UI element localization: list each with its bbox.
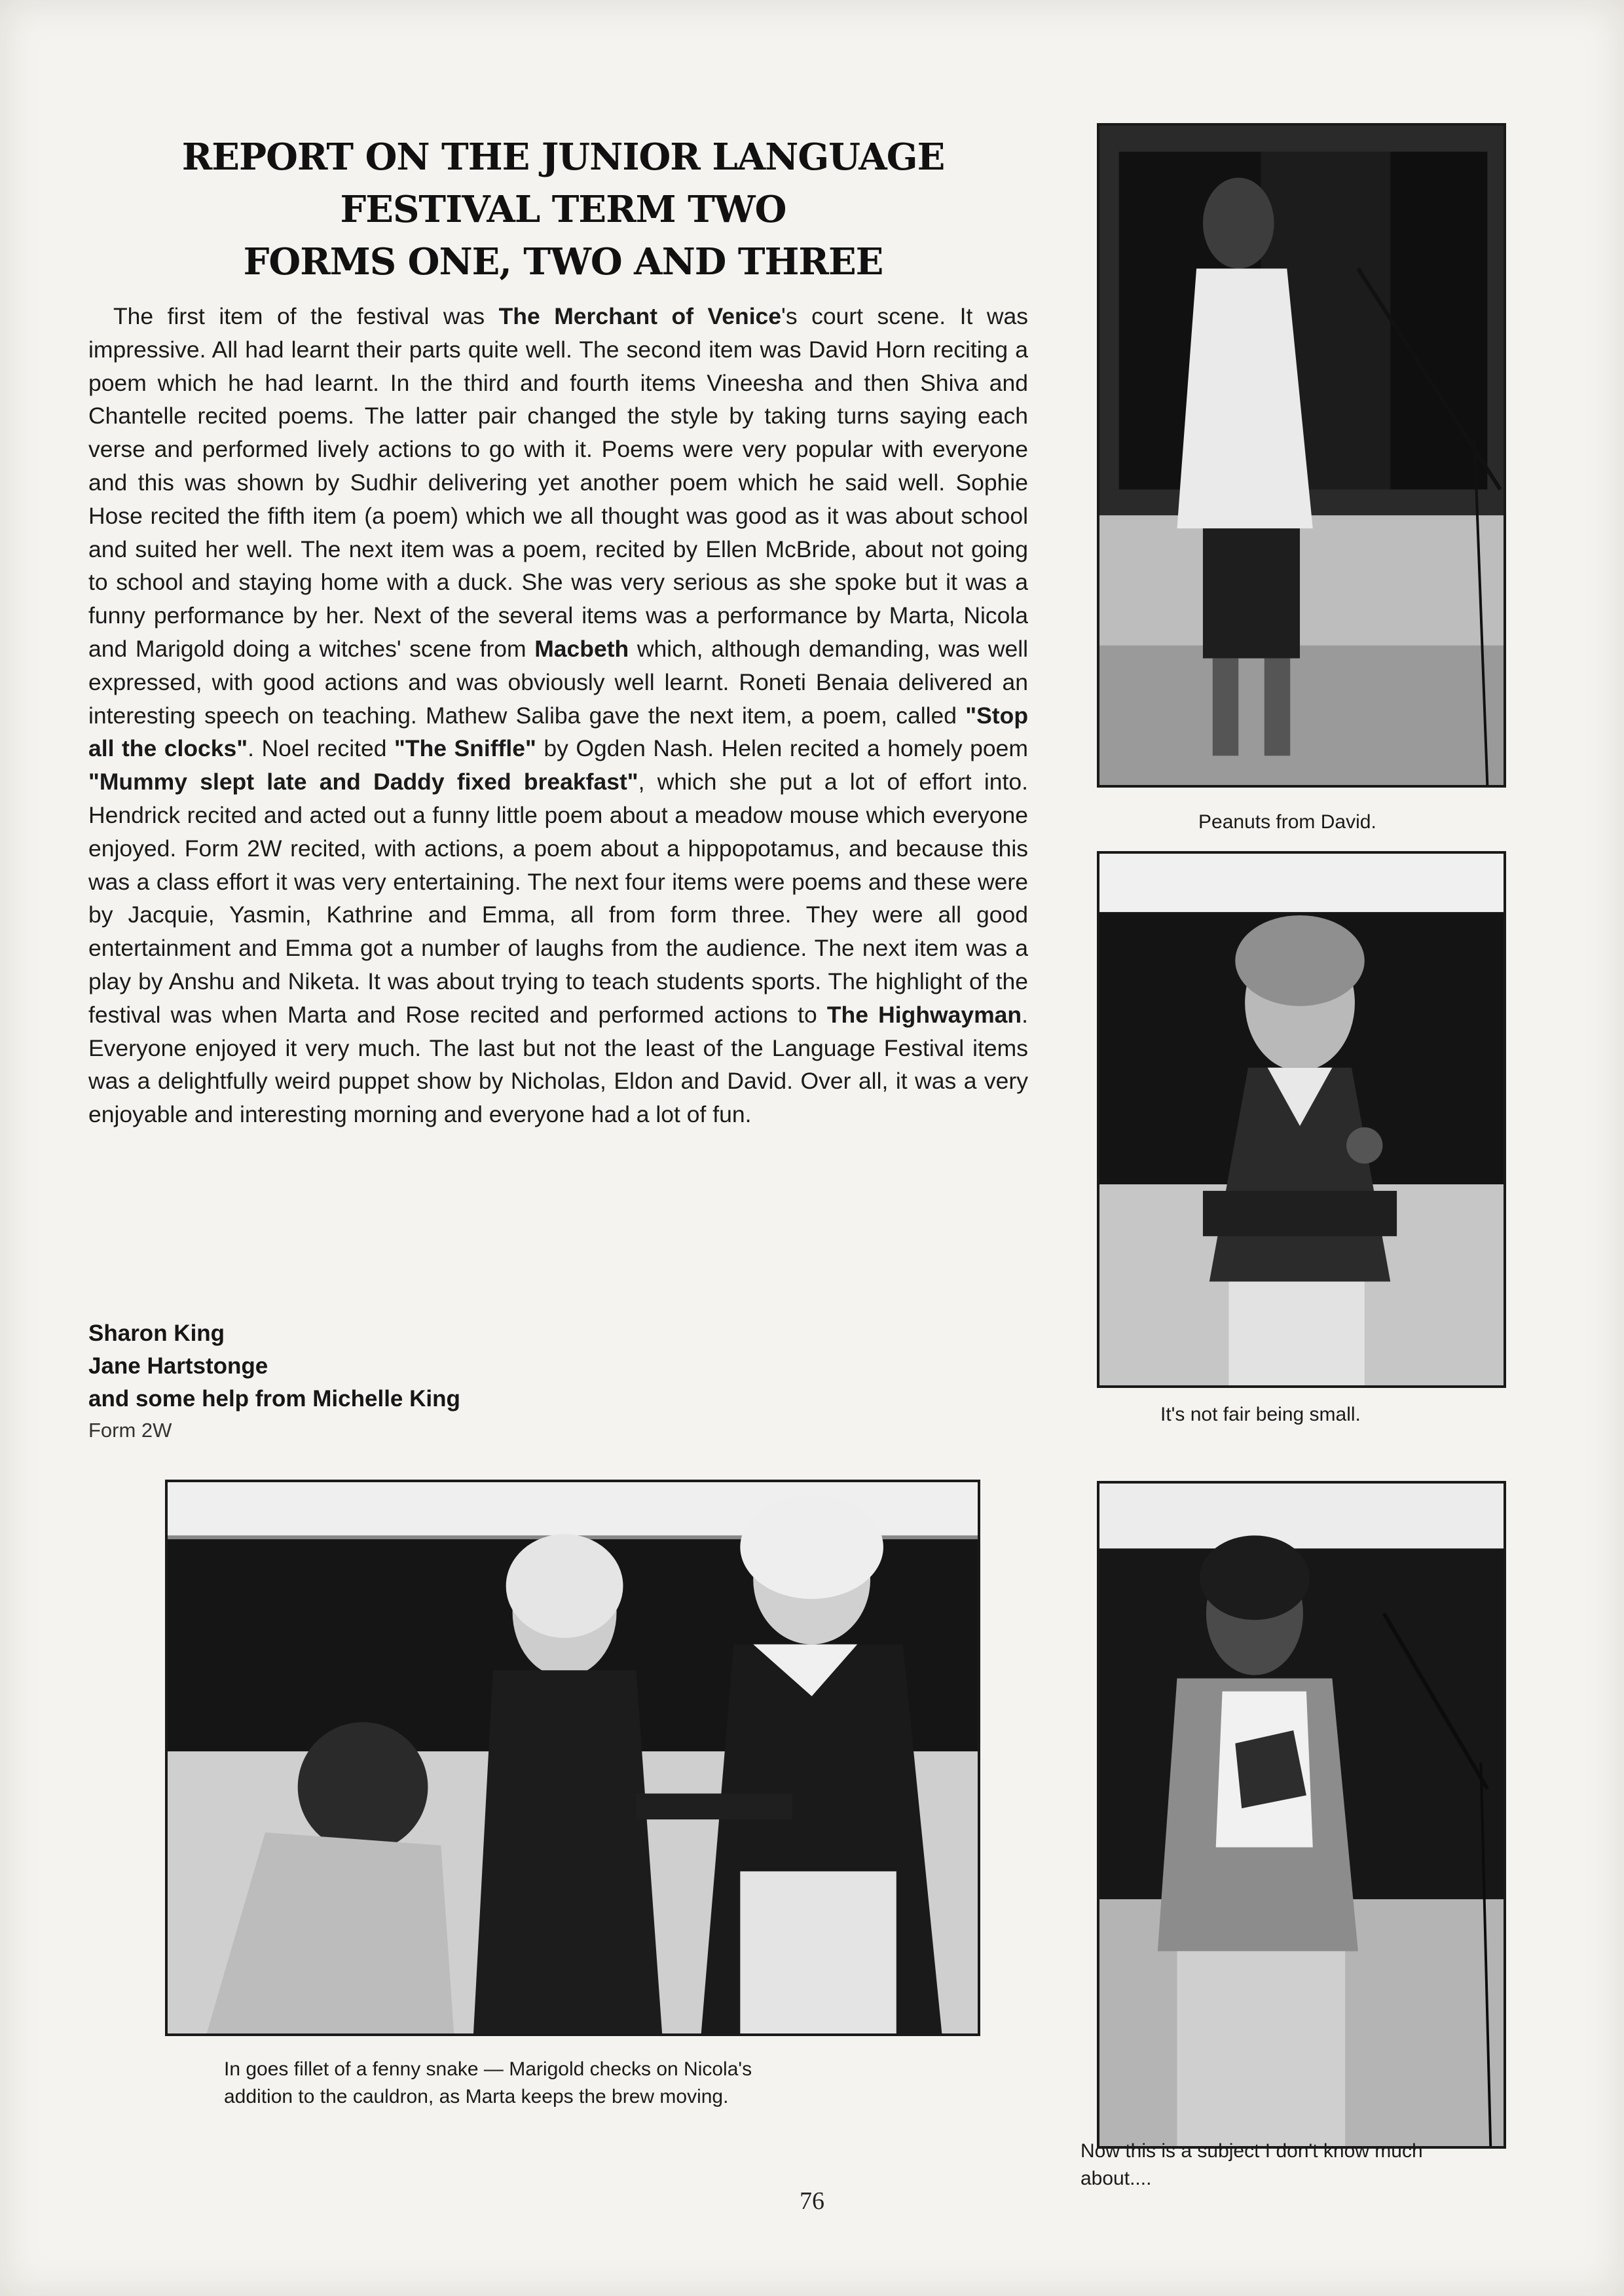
photo-2-illustration	[1099, 854, 1504, 1385]
article-text: , which she put a lot of effort into. Hendrick recited and acted out a funny little poem about a meadow mouse which everyone enjoyed. Form 2W recited, with actions, a poem about a hippopotamus, and because this was a class effort it was very entertaining. The next four items were poems and these were by Jacquie, Yasmin, Kathrine and Emma, all from form three. They were all good entertainment and Emma got a number of laughs from the audience. The next item was a play by Anshu and Niketa. It was about trying to teach students sports. The highlight of the festival was when Marta and Rose recited and performed actions to	[88, 769, 1028, 1028]
title-merchant-of-venice: The Merchant of Venice	[498, 303, 782, 329]
article-text: . Everyone enjoyed it very much. The last but not the least of the Language Festival items was a delightfully weird puppet show by Nicholas, Eldon and David. Over all, it was a very enjoyable and interesting morning and everyone had a lot of fun.	[88, 1001, 1028, 1128]
caption-photo-1: Peanuts from David.	[1198, 811, 1376, 833]
photo-not-fair-being-small	[1097, 851, 1506, 1388]
article-body	[88, 300, 1028, 1131]
photo-subject-i-dont-know	[1097, 1481, 1506, 2149]
title-stop-all-the-clocks: "Stop all the clocks"	[88, 702, 1028, 762]
article-text: . Noel recited	[248, 735, 395, 762]
author-name-2: Jane Hartstonge	[88, 1353, 268, 1379]
author-credit: and some help from Michelle King	[88, 1386, 460, 1412]
title-the-sniffle: "The Sniffle"	[394, 735, 536, 762]
caption-photo-4-line-1: Now this is a subject I don't know much	[1080, 2140, 1423, 2162]
heading-line-2: FESTIVAL TERM TWO	[340, 188, 786, 231]
title-mummy-slept-late: "Mummy slept late and Daddy fixed breakfast"	[88, 769, 638, 795]
caption-photo-2: It's not fair being small.	[1160, 1404, 1361, 1425]
author-signoff	[88, 1317, 678, 1446]
caption-photo-3	[224, 2056, 944, 2111]
article-text: by Ogden Nash. Helen recited a homely poem	[536, 735, 1028, 762]
photo-4-illustration	[1099, 1484, 1504, 2146]
article-text: 's court scene. It was impressive. All had learnt their parts quite well. The second item was David Horn reciting a poem which he had learnt. In the third and fourth items Vineesha and then Shiva and Chantelle recited poems. The latter pair changed the style by taking turns saying each verse and performed lively actions to go with it. Poems were very popular with everyone and this was shown by Sudhir delivering yet another poem which he said well. Sophie Hose recited the fifth item (a poem) which we all thought was good as it was about school and suited her well. The next item was a poem, recited by Ellen McBride, about not going to school and staying home with a duck. She was very serious as she spoke but it was a funny performance by her. Next of the several items was a performance by Marta, Nicola and Marigold doing a witches' scene from	[88, 303, 1028, 662]
author-name-1: Sharon King	[88, 1321, 225, 1346]
page-number: 76	[800, 2187, 824, 2215]
caption-photo-4-line-2: about....	[1080, 2168, 1152, 2189]
photo-witches-scene	[165, 1480, 980, 2036]
heading-line-3: FORMS ONE, TWO AND THREE	[243, 240, 883, 283]
caption-photo-3-line-2: addition to the cauldron, as Marta keeps the brew moving.	[224, 2086, 729, 2107]
title-the-highwayman: The Highwayman	[826, 1001, 1022, 1028]
article-text: which, although demanding, was well expressed, with good actions and was obviously well learnt. Roneti Benaia delivered an interesting speech on teaching. Mathew Saliba gave the next item, a poem, called	[88, 635, 1028, 729]
photo-3-illustration	[168, 1482, 978, 2033]
photo-peanuts-from-david	[1097, 123, 1506, 788]
photo-1-illustration	[1099, 126, 1504, 785]
title-macbeth: Macbeth	[534, 635, 629, 662]
author-form: Form 2W	[88, 1419, 172, 1442]
caption-photo-4	[1080, 2138, 1539, 2193]
article-heading	[92, 131, 1035, 288]
article-text: The first item of the festival was	[113, 303, 499, 329]
heading-line-1: REPORT ON THE JUNIOR LANGUAGE	[181, 136, 945, 179]
caption-photo-3-line-1: In goes fillet of a fenny snake — Marigold checks on Nicola's	[224, 2058, 752, 2080]
